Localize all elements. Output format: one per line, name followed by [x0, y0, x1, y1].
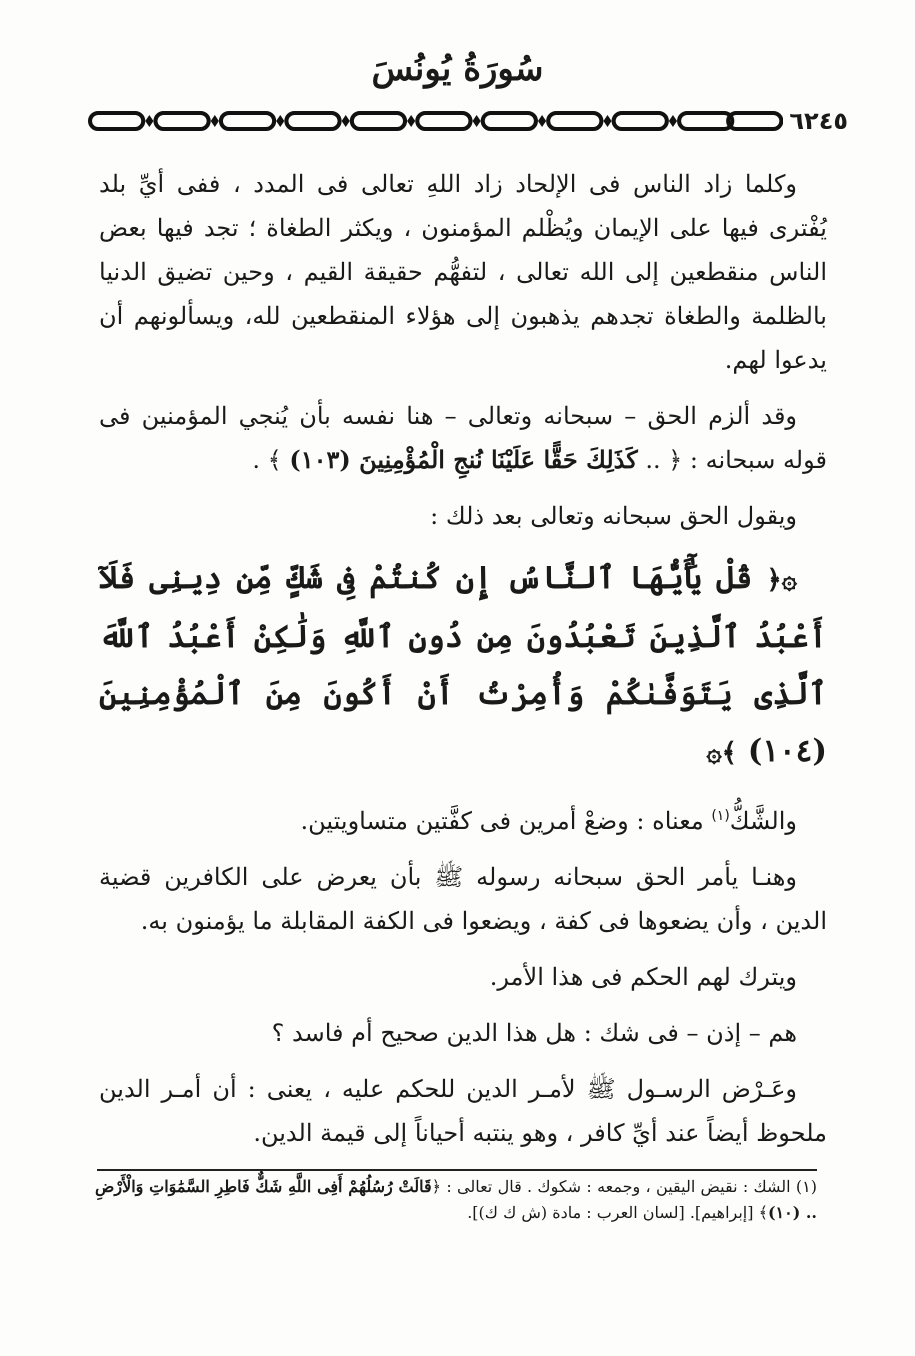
paragraph-4 — [99, 794, 827, 843]
footnote-text-a: (١) الشك : نقيض اليقين ، وجمعه : شكوك . قال تعالى : ﴿ — [431, 1177, 817, 1196]
verse-open-ornament: ۞﴿ — [766, 565, 797, 595]
footnote-verse: قَالَتْ رُسُلُهُمْ أَفِى اللَّهِ شَكٌّ فَاطِرِ السَّمَٰوَاتِ وَالْأَرْضِ .. (١٠) — [95, 1177, 817, 1222]
footnote-text-b: ﴾ [إبراهيم]. [لسان العرب : مادة (ش ك ك)]. — [467, 1203, 768, 1222]
term-shak: والشَّكُّ — [729, 807, 797, 835]
header-ornament-border — [88, 106, 854, 136]
paragraph-6: ويترك لهم الحكم فى هذا الأمر. — [489, 963, 797, 991]
paragraph-2-text: وقد ألزم الحق – سبحانه وتعالى – هنا نفسه بأن يُنجي المؤمنين فى قوله سبحانه : ﴿ .. — [99, 402, 827, 474]
footnote-separator — [97, 1169, 817, 1171]
paragraph-4-text: معناه : وضعْ أمرين فى كفَّتين متساويتين. — [300, 807, 712, 835]
main-text — [99, 162, 827, 1167]
paragraph-7: هم – إذن – فى شك : هل هذا الدين صحيح أم فاسد ؟ — [271, 1019, 797, 1047]
paragraph-5: وهنـا يأمر الحق سبحانه رسوله ﷺ بأن يعرض على الكافرين قضية الدين ، وأن يضعوها فى كفة ، ويضعوا فى الكفة المقابلة ما يؤمنون به. — [99, 863, 827, 935]
paragraph-3: ويقول الحق سبحانه وتعالى بعد ذلك : — [430, 502, 797, 530]
footnote-1 — [95, 1174, 817, 1226]
paragraph-2-end: ﴾ . — [252, 446, 290, 474]
paragraph-8: وعَـرْض الرسـول ﷺ لأمـر الدين للحكم عليه ، يعنى : أن أمـر الدين ملحوظ أيضاً عند أيِّ كافر ، وهو ينتبه أحياناً إلى قيمة الدين. — [99, 1075, 827, 1147]
verse-close-ornament: ﴾۞ — [706, 738, 737, 768]
paragraph-1: وكلما زاد الناس فى الإلحاد زاد اللهِ تعالى فى المدد ، ففى أيِّ بلد يُفْترى فيها على الإيمان ويُظْلم المؤمنون ، ويكثر الطغاة ؛ تجد فيها بعض الناس منقطعين إلى الله تعالى ، لتفهُّم حقيقة القيم ، وحين تضيق الدنيا بالظلمة والطغاة تجدهم يذهبون إلى هؤلاء المنقطعين لله، ويسألونهم أن يدعوا لهم. — [99, 170, 827, 374]
quran-verse-104 — [99, 550, 827, 782]
page-number: ٦٢٤٥ — [789, 107, 848, 135]
quoted-verse-103: كَذَلِكَ حَقًّا عَلَيْنَا نُنجِ الْمُؤْمِنِينَ (١٠٣) — [289, 445, 638, 474]
footnote-reference-1: (١) — [711, 808, 730, 824]
quran-verse-text: قُلْ يَٰٓأَيُّهَا ٱلنَّاسُ إِن كُنتُمْ فِى شَكٍّ مِّن دِينِى فَلَآ أَعْبُدُ ٱلَّذِينَ تَعْبُدُونَ مِن دُونِ ٱللَّهِ وَلَٰكِنْ أَعْبُدُ ٱللَّهَ ٱلَّذِى يَتَوَفَّىٰكُمْ وَأُمِرْتُ أَنْ أَكُونَ مِنَ ٱلْمُؤْمِنِينَ (١٠٤) — [99, 560, 827, 769]
chain-border-ornament — [88, 106, 783, 136]
paragraph-2 — [99, 394, 827, 482]
surah-running-title: سُورَةُ يُونُسَ — [371, 49, 544, 89]
